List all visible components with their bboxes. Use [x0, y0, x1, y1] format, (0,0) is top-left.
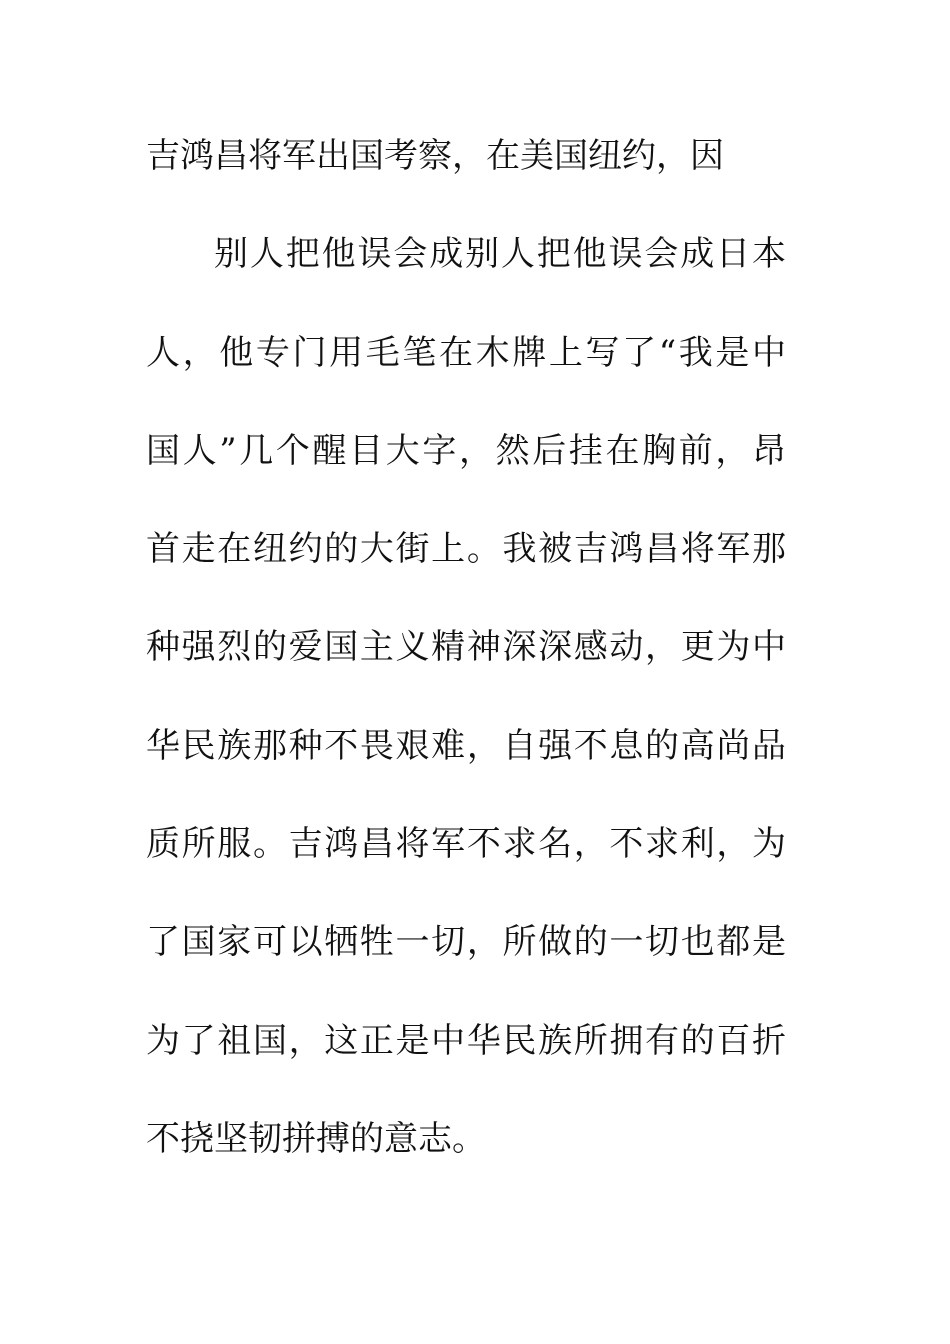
text-line: 为了祖国，这正是中华民族所拥有的百折 [146, 1020, 786, 1061]
text-line: 首走在纽约的大街上。我被吉鸿昌将军那 [146, 529, 786, 570]
text-line: 华民族那种不畏艰难，自强不息的高尚品 [146, 725, 786, 766]
text-line: 不挠坚韧拼搏的意志。 [146, 1118, 486, 1159]
text-line: 质所服。吉鸿昌将军不求名，不求利，为 [146, 824, 786, 865]
text-line: 种强烈的爱国主义精神深深感动，更为中 [146, 627, 786, 668]
text-line: 国人”几个醒目大字，然后挂在胸前，昂 [146, 430, 786, 471]
text-line: 吉鸿昌将军出国考察，在美国纽约，因 [146, 136, 724, 176]
text-line: 别人把他误会成别人把他误会成日本 [214, 234, 786, 275]
text-line: 人，他专门用毛笔在木牌上写了“我是中 [146, 332, 786, 373]
text-line: 了国家可以牺牲一切，所做的一切也都是 [146, 922, 786, 963]
body-text [146, 124, 786, 1205]
